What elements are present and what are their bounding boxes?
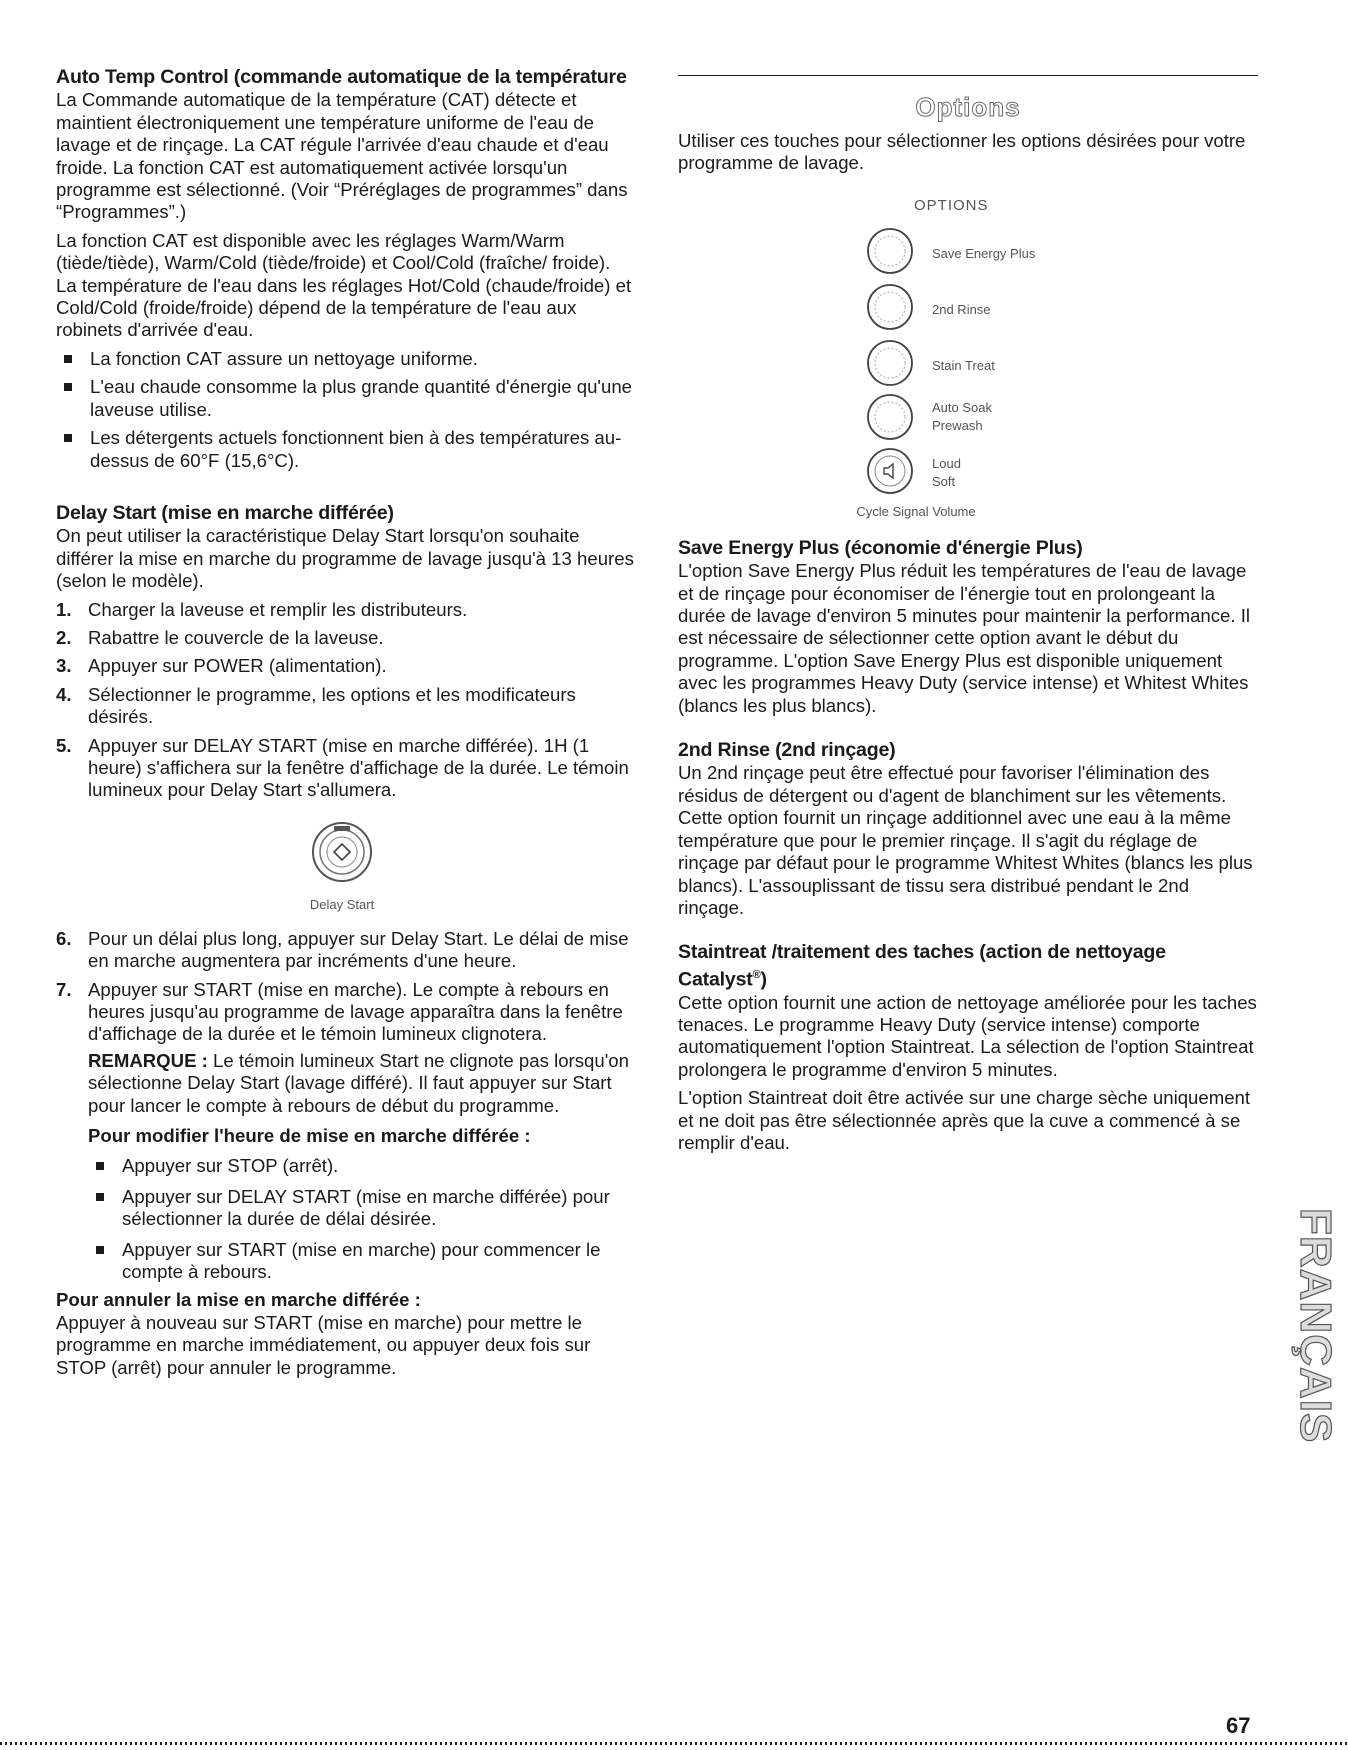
left-column: [56, 0, 636, 1379]
right-column: [678, 0, 1258, 1155]
staintreat-heading: [678, 941, 1258, 990]
list-item: Appuyer sur START (mise en marche) pour commencer le compte à rebours.: [88, 1239, 636, 1284]
staintreat-paragraph-1: Cette option fournit une action de nettoyage améliorée pour les taches tenaces. Le programme Heavy Duty (service intense) comporte automatiquement l'option Staintreat. La sélection de l'option Staintreat prolongera le programme d'environ 5 minutes.: [678, 991, 1257, 1080]
signal-volume-button-icon: [866, 447, 914, 495]
staintreat-heading-end: ): [760, 968, 767, 991]
loud-label: Loud: [932, 455, 961, 471]
step-number: 4.: [56, 683, 72, 705]
step-number: 3.: [56, 655, 72, 677]
cancel-paragraph: Appuyer à nouveau sur START (mise en marche) pour mettre le programme en marche immédiatement, ou appuyer deux fois sur STOP (arrêt) pour annuler le programme.: [56, 1311, 591, 1378]
cycle-signal-volume-label: Cycle Signal Volume: [856, 503, 976, 519]
delay-heading: Delay Start (mise en marche différée): [56, 501, 394, 524]
options-panel: [678, 183, 1258, 523]
second-rinse-heading: 2nd Rinse (2nd rinçage): [678, 739, 896, 762]
remark-text: Le témoin lumineux Start ne clignote pas lorsqu'on sélectionne Delay Start (lavage différé). Il faut appuyer sur Start pour lancer le compte à rebours de début du programme.: [88, 1049, 629, 1116]
staintreat-paragraph-2: L'option Staintreat doit être activée sur une charge sèche uniquement et ne doit pas être sélectionnée après que la cuve a commencé à se remplir d'eau.: [678, 1087, 1251, 1154]
list-item: Appuyer sur DELAY START (mise en marche différée) pour sélectionner la durée de délai désirée.: [88, 1186, 636, 1231]
save-energy-label: Save Energy Plus: [932, 245, 1036, 261]
staintreat-heading-text: Staintreat /traitement des taches (action de nettoyage Catalyst: [678, 941, 1166, 991]
list-item: [56, 599, 636, 621]
delay-paragraph: On peut utiliser la caractéristique Delay Start lorsqu'on souhaite différer la mise en marche du programme de lavage jusqu'à 13 heures (selon le modèle).: [56, 525, 634, 592]
step-text: Pour un délai plus long, appuyer sur Delay Start. Le délai de mise en marche augmentera par incréments d'une heure.: [88, 927, 629, 972]
list-item: [56, 928, 636, 973]
cat-heading: Auto Temp Control (commande automatique de la température: [56, 66, 627, 88]
save-energy-button-icon: [866, 227, 914, 275]
options-intro: Utiliser ces touches pour sélectionner les options désirées pour votre programme de lavage.: [678, 130, 1246, 174]
list-item: L'eau chaude consomme la plus grande quantité d'énergie qu'une laveuse utilise.: [56, 376, 636, 421]
step-number: 6.: [56, 927, 72, 949]
list-item: [56, 684, 636, 729]
list-item: [56, 735, 636, 802]
registered-mark: ®: [752, 968, 761, 981]
second-rinse-label: 2nd Rinse: [932, 301, 991, 317]
second-rinse-paragraph: Un 2nd rinçage peut être effectué pour favoriser l'élimination des résidus de détergent ou d'agent de blanchiment sur les vêtements. Cette option fournit un rinçage additionnel avec une eau à la même température que pour le premier rinçage. Il s'agit du réglage de rinçage par défaut pour le programme Whitest Whites (blancs les plus blancs). L'assouplissant de tissu sera distribué pendant le 2nd rinçage.: [678, 762, 1253, 918]
soft-label: Soft: [932, 473, 956, 489]
page-number: 67: [1226, 1713, 1251, 1738]
save-energy-paragraph: L'option Save Energy Plus réduit les températures de l'eau de lavage et de rinçage pour économiser de l'énergie tout en prolongeant la durée de lavage d'environ 5 minutes pour maintenir la performance. Il est nécessaire de sélectionner cette option avant le début du programme. L'option Save Energy Plus est disponible uniquement avec les programmes Heavy Duty (service intense) et Whitest Whites (blancs les plus blancs).: [678, 560, 1251, 716]
delay-start-button-icon: [310, 820, 374, 889]
step-number: 7.: [56, 978, 72, 1000]
stain-treat-button-icon: [866, 339, 914, 387]
cat-paragraph-1: La Commande automatique de la température (CAT) détecte et maintient électroniquement une température uniforme de l'eau de lavage et de rinçage. La CAT régule l'arrivée d'eau chaude et d'eau froide. La fonction CAT est automatiquement activée lorsqu'un programme est sélectionné. (Voir “Préréglages de programmes” dans “Programmes”.): [56, 89, 628, 223]
prewash-label: Prewash: [932, 417, 983, 433]
save-energy-heading: Save Energy Plus (économie d'énergie Plus): [678, 536, 1083, 559]
list-item: [56, 655, 636, 677]
remark-label: REMARQUE :: [88, 1049, 208, 1071]
language-side-tab: [1291, 1208, 1341, 1488]
modify-heading: Pour modifier l'heure de mise en marche différée :: [88, 1125, 531, 1147]
step-text: Appuyer sur POWER (alimentation).: [88, 655, 387, 677]
step-number: 2.: [56, 626, 72, 648]
delay-start-illustration: [56, 820, 636, 916]
step-text: Sélectionner le programme, les options et les modificateurs désirés.: [88, 683, 576, 728]
options-panel-heading: OPTIONS: [914, 196, 989, 214]
second-rinse-button-icon: [866, 283, 914, 331]
list-item: [56, 627, 636, 649]
list-item: La fonction CAT assure un nettoyage uniforme.: [56, 348, 636, 370]
delay-start-label: Delay Start: [309, 896, 375, 912]
bottom-edge-line: [0, 1742, 1348, 1745]
cancel-heading: Pour annuler la mise en marche différée :: [56, 1289, 421, 1311]
language-side-label: FRANÇAIS: [1291, 1208, 1340, 1444]
soak-prewash-button-icon: [866, 393, 914, 441]
step-text: Appuyer sur DELAY START (mise en marche différée). 1H (1 heure) s'affichera sur la fenêtre d'affichage de la durée. Le témoin lumineux pour Delay Start s'allumera.: [88, 734, 629, 801]
list-item: Appuyer sur STOP (arrêt).: [88, 1155, 636, 1177]
options-title: Options: [915, 92, 1021, 122]
cat-paragraph-2: La fonction CAT est disponible avec les réglages Warm/Warm (tiède/tiède), Warm/Cold (tiède/froide) et Cool/Cold (fraîche/ froide). La température de l'eau dans les réglages Hot/Cold (chaude/froide) et Cold/Cold (froide/froide) dépend de la température de l'eau aux robinets d'arrivée d'eau.: [56, 229, 632, 341]
list-item: Les détergents actuels fonctionnent bien à des températures au-dessus de 60°F (15,6°C).: [56, 427, 636, 472]
step-text: Appuyer sur START (mise en marche). Le compte à rebours en heures jusqu'au programme de lavage apparaîtra dans la fenêtre d'affichage de la durée et le témoin lumineux clignotera.: [88, 978, 623, 1045]
step-number: 1.: [56, 598, 72, 620]
auto-soak-label: Auto Soak: [932, 399, 992, 415]
stain-treat-label: Stain Treat: [932, 357, 995, 373]
step-number: 5.: [56, 734, 72, 756]
step-text: Charger la laveuse et remplir les distributeurs.: [88, 598, 468, 620]
remark-note: [56, 1050, 636, 1117]
step-text: Rabattre le couvercle de la laveuse.: [88, 626, 384, 648]
list-item: [56, 979, 636, 1046]
